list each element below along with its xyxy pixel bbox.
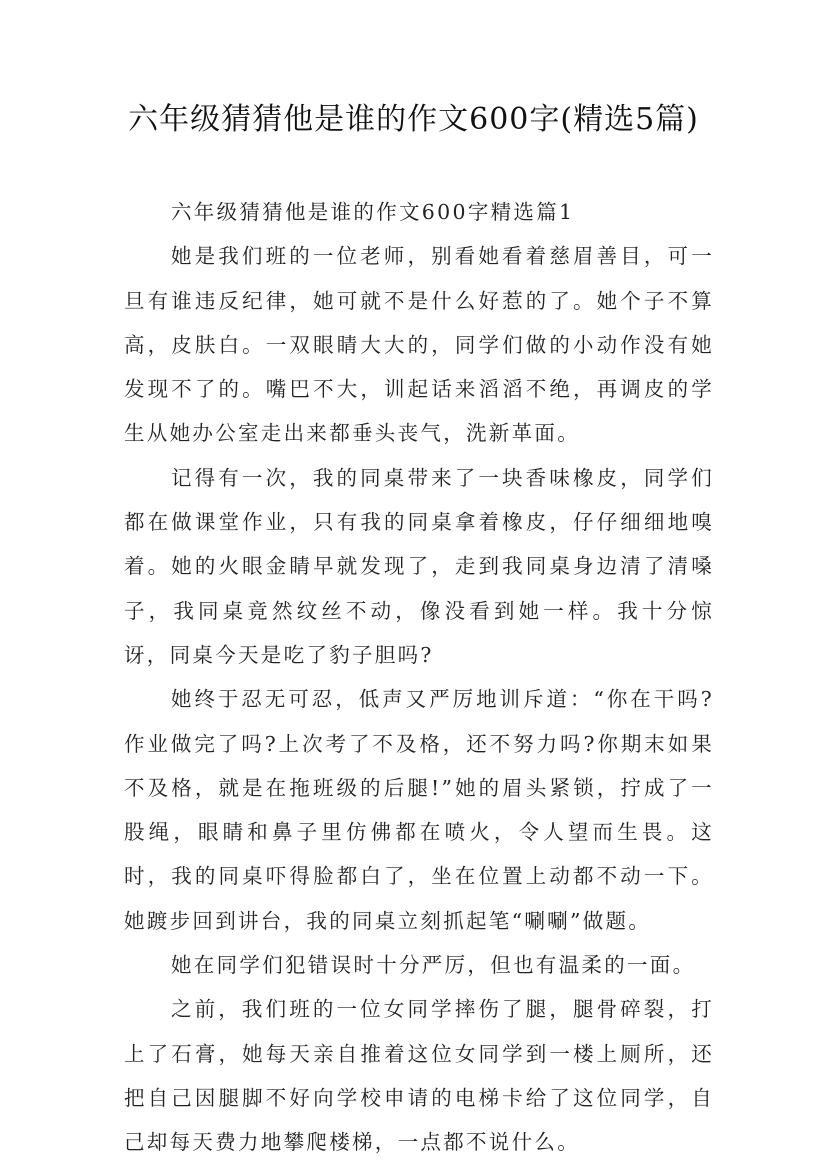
document-title: 六年级猜猜他是谁的作文600字(精选5篇) [128,102,699,137]
paragraph: 之前，我们班的一位女同学摔伤了腿，腿骨碎裂，打上了石膏，她每天亲自推着这位女同学到一楼上厕所，还把自己因腿脚不好向学校申请的电梯卡给了这位同学，自己却每天费力地攀爬楼梯，一点都不说什么。 [124,997,714,1155]
paragraph: 她在同学们犯错误时十分严厉，但也有温柔的一面。 [171,953,696,978]
document-body [124,190,714,1165]
paragraph: 她终于忍无可忍，低声又严厉地训斥道：“你在干吗?作业做完了吗?上次考了不及格，还不努力吗?你期末如果不及格，就是在拖班级的后腿!”她的眉头紧锁，拧成了一股绳，眼睛和鼻子里仿佛都在喷火，令人望而生畏。这时，我的同桌吓得脸都白了，坐在位置上动都不动一下。她踱步回到讲台，我的同桌立刻抓起笔“唰唰”做题。 [124,687,714,933]
paragraph: 她是我们班的一位老师，别看她看着慈眉善目，可一旦有谁违反纪律，她可就不是什么好惹的了。她个子不算高，皮肤白。一双眼睛大大的，同学们做的小动作没有她发现不了的。嘴巴不大，训起话来滔滔不绝，再调皮的学生从她办公室走出来都垂头丧气，洗新革面。 [124,244,714,446]
paragraph: 记得有一次，我的同桌带来了一块香味橡皮，同学们都在做课堂作业，只有我的同桌拿着橡皮，仔仔细细地嗅着。她的火眼金睛早就发现了，走到我同桌身边清了清嗓子，我同桌竟然纹丝不动，像没看到她一样。我十分惊讶，同桌今天是吃了豹子胆吗? [124,465,714,667]
section-heading: 六年级猜猜他是谁的作文600字精选篇1 [171,200,575,224]
